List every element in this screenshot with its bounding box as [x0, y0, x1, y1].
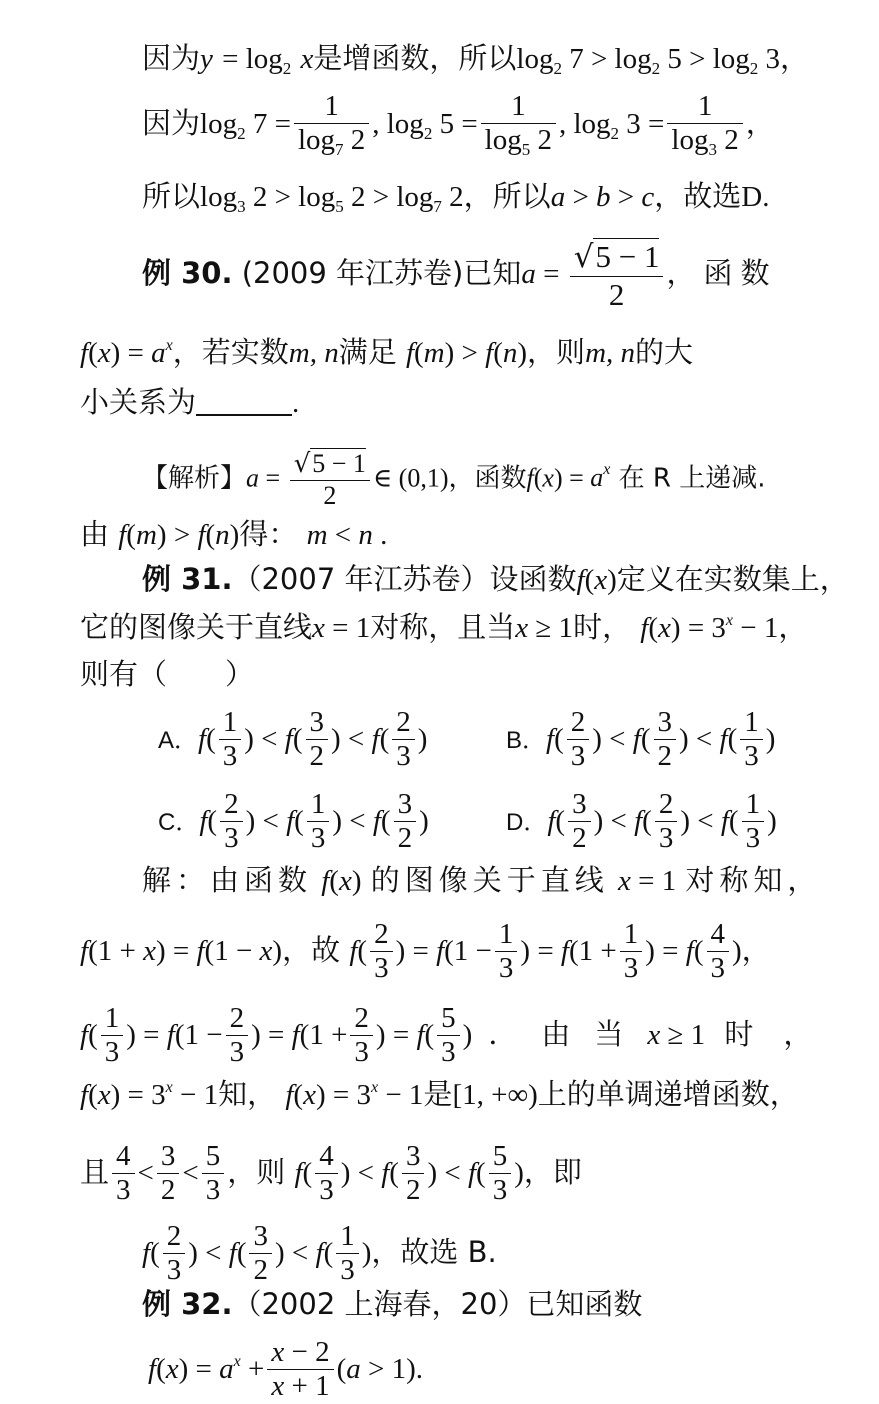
- option-b: B．f( $\frac{2}{3}$ ) < f( $\frac{3}{2}$ ) < f( $\frac{1}{3}$ ): [506, 706, 776, 773]
- solution-31-line-5: 且 $\frac{4}{3}$ < $\frac{3}{2}$ < $\frac{5}{3}$ ，则 f( $\frac{4}{3}$ ) < f( $\frac{3}{2}$ ) < f( $\frac{5}{3}$ )，即: [80, 1140, 582, 1207]
- example-32-line-1: 例 32.（2002 上海春，20）已知函数: [142, 1287, 643, 1321]
- example-31-line-2: 它的图像关于直线x = 1对称，且当x ≥ 1时， $f(x) = 3^x - 1$，: [80, 610, 808, 644]
- example-32-line-2: $f(x) = a^x$ + $\frac{x - 2}{x + 1}$ (a > 1).: [148, 1336, 424, 1403]
- example-30-line-2: $f(x) = a^x$，若实数m, n满足 f(m) > f(n)，则m, n的大: [80, 335, 694, 369]
- text-line-2: 因为$\log_2 7$ = $\frac{1}{\log_7 2}$ , $\log_2 5$ = $\frac{1}{\log_5 2}$ , $\log_2 3$ = $\frac{1}{\log_3 2}$ ，: [142, 90, 775, 160]
- option-d: D．f( $\frac{3}{2}$ ) < f( $\frac{2}{3}$ ) < f( $\frac{1}{3}$ ): [506, 788, 777, 855]
- solution-31-line-6: f( $\frac{2}{3}$ ) < f( $\frac{3}{2}$ ) < f( $\frac{1}{3}$ )，故选 B.: [142, 1220, 497, 1287]
- solution-31-line-2: f(1 + x) = f(1 − x)，故 f( $\frac{2}{3}$ ) = f(1 − $\frac{1}{3}$ ) = f(1 + $\frac{1}{3}$ ) = f( $\frac{4}{3}$ )，: [80, 918, 771, 985]
- option-c: C．f( $\frac{2}{3}$ ) < f( $\frac{1}{3}$ ) < f( $\frac{3}{2}$ ): [158, 788, 429, 855]
- text-line-3: 所以$\log_3 2 > \log_5 2 > \log_7 2$，所以a > b > c，故选D.: [142, 179, 770, 216]
- example-31-line-1: 例 31.（2007 年江苏卷）设函数f(x)定义在实数集上，: [142, 562, 849, 596]
- example-30-line-1: 例 30. (2009 年江苏卷)已知a = $\frac{√5 - 1}{2}$ ，函数: [142, 239, 778, 312]
- example-31-line-3: 则有（ ）: [80, 657, 255, 691]
- solution-30-line-2: 由 f(m) > f(n)得： m < n .: [80, 517, 388, 551]
- solution-31-line-3: f( $\frac{1}{3}$ ) = f(1 − $\frac{2}{3}$ ) = f(1 + $\frac{2}{3}$ ) = f( $\frac{5}{3}$ ) ．由当x ≥ 1 时，: [80, 1002, 843, 1069]
- solution-31-line-4: $f(x) = 3^x - 1$知， $f(x) = 3^x - 1$是[1, +∞)上的单调递增函数，: [80, 1077, 799, 1111]
- text-line-1: 因为$y = \log_2 x$是增函数，所以$\log_2 7 > \log_2 5 > \log_2 3$，: [142, 41, 810, 78]
- option-a: A．f( $\frac{1}{3}$ ) < f( $\frac{3}{2}$ ) < f( $\frac{2}{3}$ ): [158, 706, 428, 773]
- example-30-line-3: 小关系为 .: [80, 385, 300, 419]
- answer-blank: [196, 388, 292, 416]
- solution-30-line-1: 【解析】a = $\frac{√5 - 1}{2}$ ∈ (0,1)，函数$f(x) = a^x$ 在 R 上递减.: [142, 449, 766, 510]
- solution-31-line-1: 解：由函数 f(x) 的图像关于直线 x = 1 对称知，: [142, 863, 822, 897]
